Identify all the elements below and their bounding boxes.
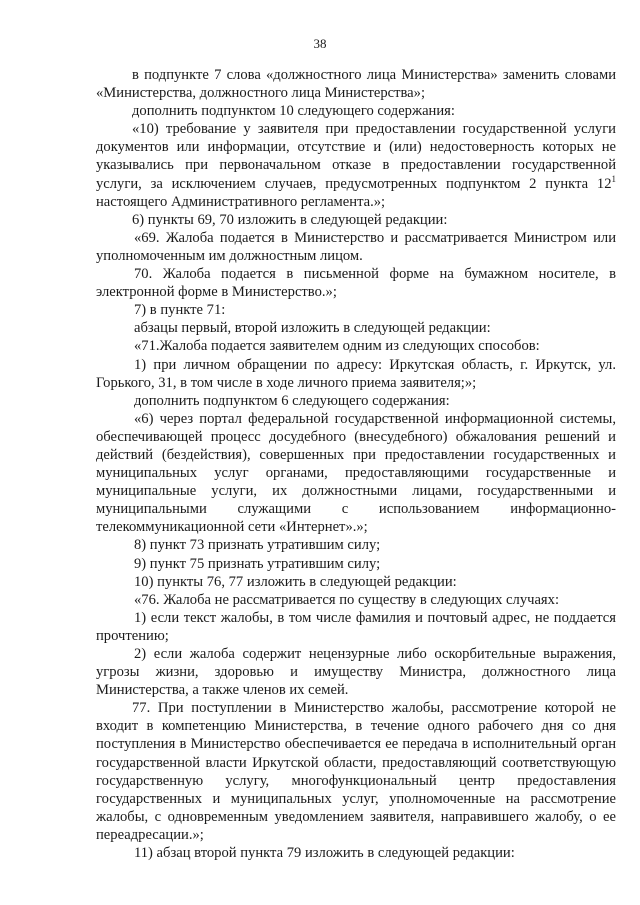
paragraph-clause-70: 70. Жалоба подается в письменной форме на бумажном носителе, в электронной форме в Министерство.»; [96,266,616,301]
paragraph-subitem-7-amendment: в подпункте 7 слова «должностного лица Министерства» заменить словами «Министерства, должностного лица Министерства»; [96,67,616,102]
paragraph-add-subitem-6: дополнить подпунктом 6 следующего содержания: [134,392,450,409]
paragraph-clause-76-sub-2: 2) если жалоба содержит нецензурные либо оскорбительные выражения, угрозы жизни, здоровью и имуществу Министра, должностного лица Министерства, а также членов их семей. [96,646,616,699]
document-body [96,66,616,862]
paragraph-clause-69: «69. Жалоба подается в Министерство и рассматривается Министром или уполномоченным им должностным лицом. [96,229,616,264]
subitem-10-tail: настоящего Административного регламента.»; [96,193,386,210]
subitem-10-body: «10) требование у заявителя при предоставлении государственной услуги документов или информации, отсутствие и (или) недостоверность которых не указывались при первоначальном отказе в предоставлении государственной услуги, за исключением случаев, предусмотренных подпунктом 2 пункта 12 [96,121,616,192]
paragraph-subitem-10-text [96,120,616,210]
paragraph-abzacy-1-2: абзацы первый, второй изложить в следующей редакции: [134,320,491,337]
paragraph-subitem-6-text: «6) через портал федеральной государственной информационной системы, обеспечивающей процесс досудебного (внесудебного) обжалования решений и действий (бездействия), совершенных при предоставлении государственных и муниципальных услуг органами, предоставляющими государственные и муниципальные услуги, их должностными лицами, государственными и муниципальными служащими с использованием информационно-телекоммуникационной сети «Интернет».»; [96,410,616,536]
paragraph-item-8: 8) пункт 73 признать утратившим силу; [134,537,381,554]
paragraph-clause-76: «76. Жалоба не рассматривается по существу в следующих случаях: [134,591,559,608]
paragraph-clause-71: «71.Жалоба подается заявителем одним из следующих способов: [134,338,540,355]
paragraph-item-6: 6) пункты 69, 70 изложить в следующей редакции: [132,211,448,228]
page-number: 38 [313,36,327,51]
paragraph-clause-77: 77. При поступлении в Министерство жалобы, рассмотрение которой не входит в компетенцию Министерства, в течение одного рабочего дня со дня поступления в Министерство обеспечивается ее передача в исполнительный орган государственной власти Иркутской области, предоставляющий соответствующую государственную услугу, многофункциональный центр предоставления государственных и муниципальных услуг, уполномоченные на рассмотрение жалобы, с одновременным уведомлением заявителя, направившего жалобу, о ее переадресации.»; [96,700,616,843]
paragraph-item-9: 9) пункт 75 признать утратившим силу; [134,555,381,572]
paragraph-item-10: 10) пункты 76, 77 изложить в следующей редакции: [134,573,457,590]
superscript-index: 1 [611,173,616,184]
paragraph-clause-71-sub-1: 1) при личном обращении по адресу: Иркутская область, г. Иркутск, ул. Горького, 31, в том числе в ходе личного приема заявителя;»; [96,356,616,391]
paragraph-add-subitem-10: дополнить подпунктом 10 следующего содержания: [132,103,455,120]
paragraph-item-11: 11) абзац второй пункта 79 изложить в следующей редакции: [134,845,515,862]
paragraph-item-7: 7) в пункте 71: [134,302,226,319]
paragraph-clause-76-sub-1: 1) если текст жалобы, в том числе фамилия и почтовый адрес, не поддается прочтению; [96,609,616,644]
